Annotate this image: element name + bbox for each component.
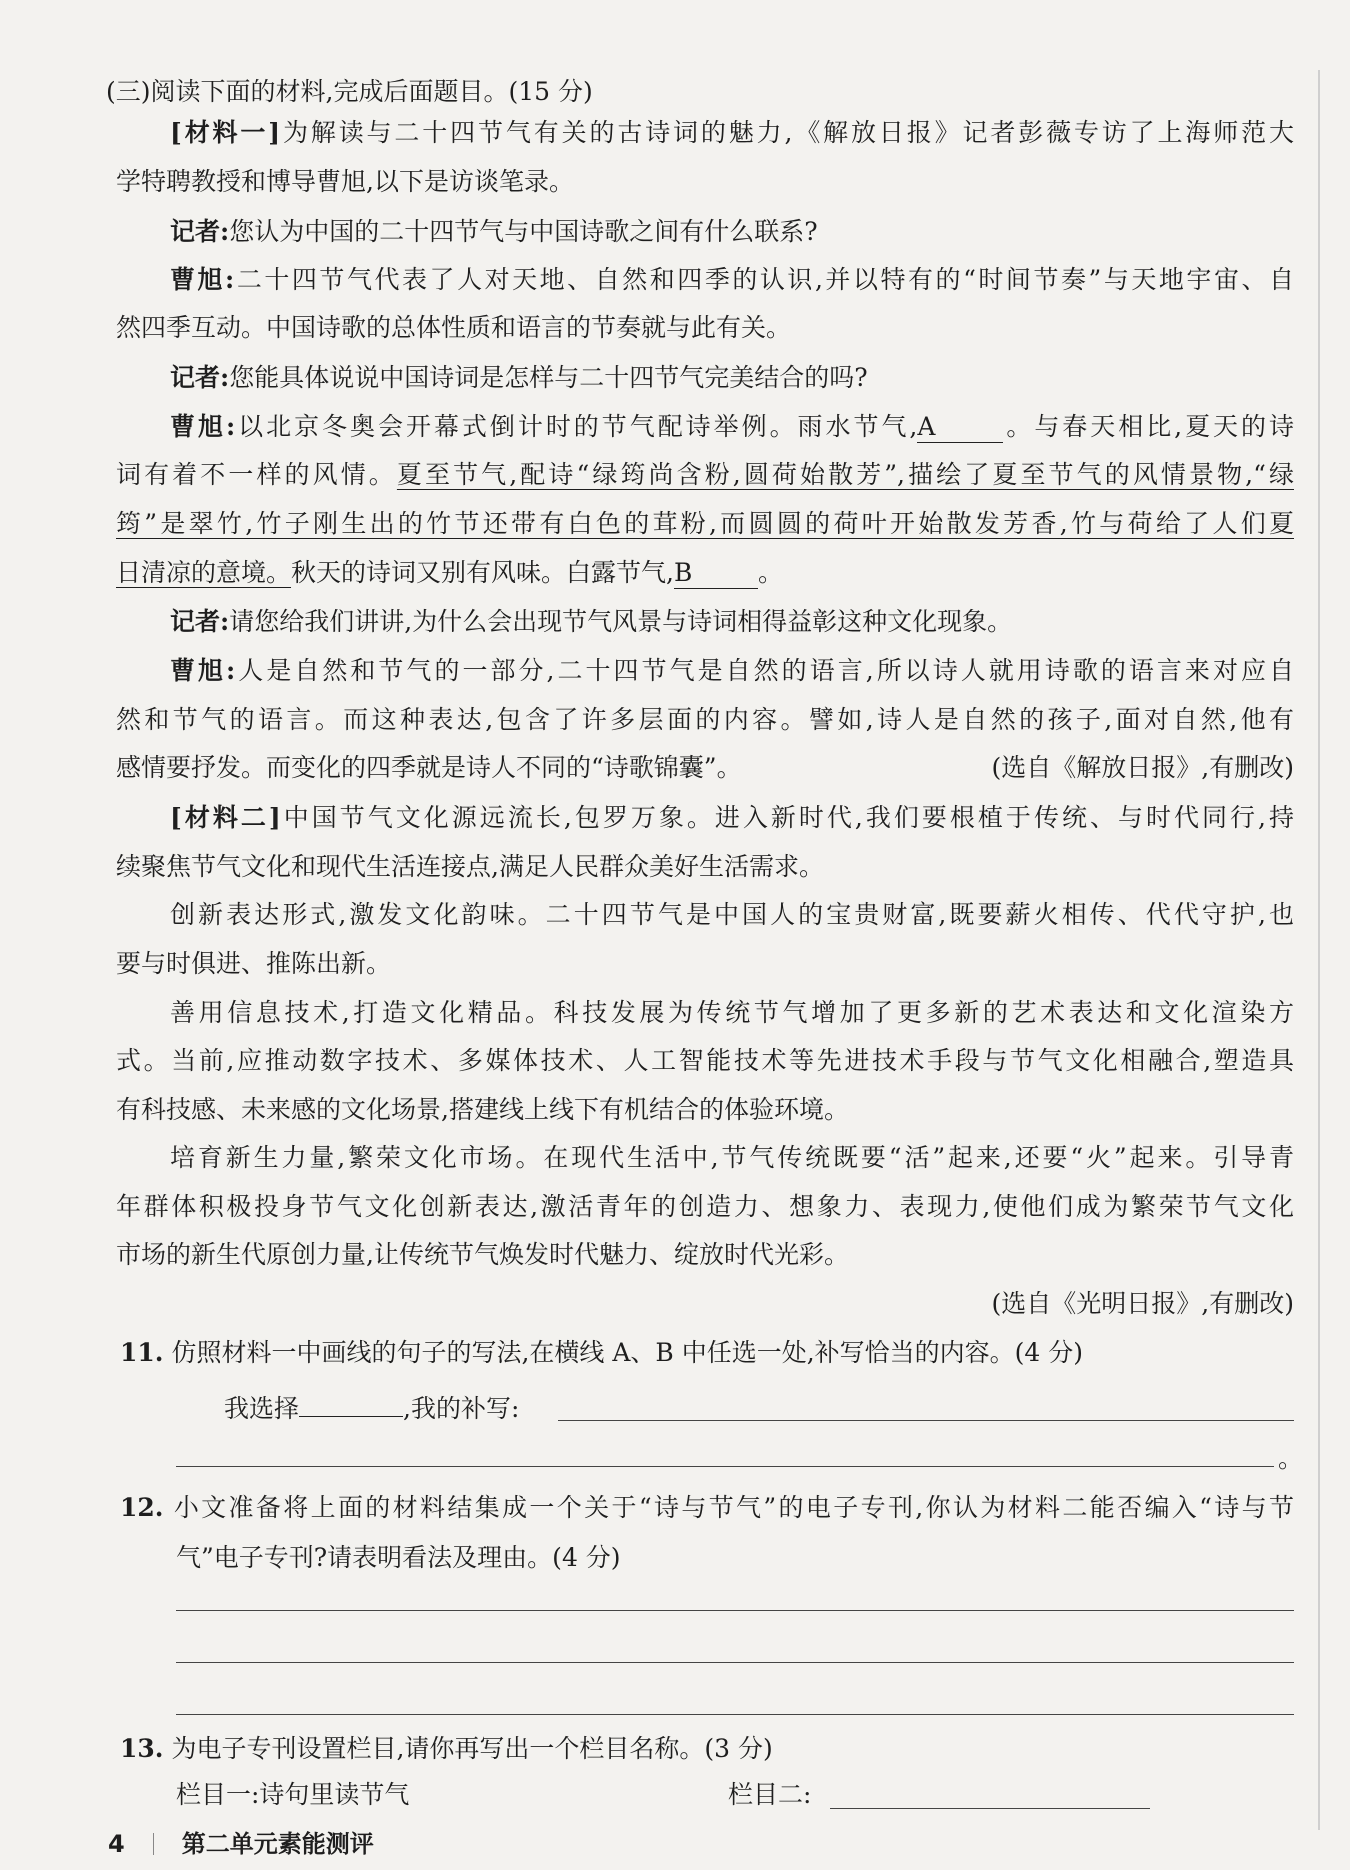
reporter-question-2: 记者:您能具体说说中国诗词是怎样与二十四节气完美结合的吗? bbox=[170, 363, 868, 392]
question-12-line: 气”电子专刊?请表明看法及理由。(4 分) bbox=[176, 1543, 621, 1572]
column-two-label: 栏目二: bbox=[728, 1780, 812, 1809]
answer-line[interactable] bbox=[176, 1466, 1274, 1467]
answer-1-line: 然四季互动。中国诗歌的总体性质和语言的节奏就与此有关。 bbox=[116, 313, 792, 342]
answer-2-line: 曹旭:以北京冬奥会开幕式倒计时的节气配诗举例。雨水节气,A 。与春天相比,夏天的诗 bbox=[170, 412, 1294, 441]
answer-line[interactable] bbox=[176, 1610, 1294, 1611]
section-title: (三)阅读下面的材料,完成后面题目。(15 分) bbox=[106, 77, 593, 106]
material-two-line: 有科技感、未来感的文化场景,搭建线上线下有机结合的体验环境。 bbox=[116, 1095, 849, 1124]
material-two-line: [材料二]中国节气文化源远流长,包罗万象。进入新时代,我们要根植于传统、与时代同行,持 bbox=[170, 803, 1295, 832]
answer-3-line: 感情要抒发。而变化的四季就是诗人不同的“诗歌锦囊”。 bbox=[116, 753, 742, 782]
answer-line[interactable] bbox=[558, 1420, 1294, 1421]
material-two-line: 年群体积极投身节气文化创新表达,激活青年的创造力、想象力、表现力,使他们成为繁荣节气文化 bbox=[116, 1192, 1294, 1221]
material-one-tag: [材料一] bbox=[170, 118, 281, 147]
choice-blank[interactable] bbox=[299, 1392, 403, 1417]
answer-2-line: 日清凉的意境。秋天的诗词又别有风味。白露节气,B 。 bbox=[116, 558, 783, 587]
question-12-line: 12. 小文准备将上面的材料结集成一个关于“诗与节气”的电子专刊,你认为材料二能否编入“诗与节 bbox=[120, 1493, 1295, 1522]
reporter-question-1: 记者:您认为中国的二十四节气与中国诗歌之间有什么联系? bbox=[170, 217, 818, 246]
answer-line[interactable] bbox=[176, 1714, 1294, 1715]
material-two-line: 培育新生力量,繁荣文化市场。在现代生活中,节气传统既要“活”起来,还要“火”起来。引导青 bbox=[170, 1143, 1294, 1172]
column-one: 栏目一:诗句里读节气 bbox=[176, 1780, 410, 1809]
end-mark: 。 bbox=[1278, 1444, 1304, 1473]
page-footer bbox=[108, 1824, 374, 1859]
blank-a[interactable]: A bbox=[917, 412, 1003, 443]
column-two-answer-line[interactable] bbox=[830, 1808, 1150, 1809]
material-two-line: 续聚焦节气文化和现代生活连接点,满足人民群众美好生活需求。 bbox=[116, 852, 824, 881]
reporter-question-3: 记者:请您给我们讲讲,为什么会出现节气风景与诗词相得益彰这种文化现象。 bbox=[170, 607, 1013, 636]
question-11: 11. 仿照材料一中画线的句子的写法,在横线 A、B 中任选一处,补写恰当的内容。(4 分) bbox=[120, 1338, 1084, 1367]
question-13: 13. 为电子专刊设置栏目,请你再写出一个栏目名称。(3 分) bbox=[120, 1734, 773, 1763]
answer-3-line: 然和节气的语言。而这种表达,包含了许多层面的内容。譬如,诗人是自然的孩子,面对自然,他有 bbox=[116, 705, 1294, 734]
source-citation: (选自《解放日报》,有删改) bbox=[991, 753, 1294, 782]
underlined-sentence: 筠”是翠竹,竹子刚生出的竹节还带有白色的茸粉,而圆圆的荷叶开始散发芳香,竹与荷给了人们夏 bbox=[116, 509, 1294, 538]
answer-2-line: 词有着不一样的风情。夏至节气,配诗“绿筠尚含粉,圆荷始散芳”,描绘了夏至节气的风情景物,“绿 bbox=[116, 460, 1294, 489]
material-two-line: 创新表达形式,激发文化韵味。二十四节气是中国人的宝贵财富,既要薪火相传、代代守护,也 bbox=[170, 900, 1294, 929]
underlined-sentence: 日清凉的意境。 bbox=[116, 558, 292, 587]
underlined-sentence: 夏至节气,配诗“绿筠尚含粉,圆荷始散芳”,描绘了夏至节气的风情景物,“绿 bbox=[396, 460, 1294, 489]
material-two-line: 要与时俱进、推陈出新。 bbox=[116, 949, 392, 978]
material-two-tag: [材料二] bbox=[170, 803, 281, 832]
source-citation: (选自《光明日报》,有删改) bbox=[991, 1289, 1294, 1318]
material-two-line: 市场的新生代原创力量,让传统节气焕发时代魅力、绽放时代光彩。 bbox=[116, 1240, 849, 1269]
material-two-line: 善用信息技术,打造文化精品。科技发展为传统节气增加了更多新的艺术表达和文化渲染方 bbox=[170, 998, 1294, 1027]
blank-b[interactable]: B bbox=[674, 558, 758, 589]
answer-2-line bbox=[116, 509, 1294, 539]
material-one-line: 学特聘教授和博导曹旭,以下是访谈笔录。 bbox=[116, 167, 574, 196]
footer-divider bbox=[153, 1833, 154, 1855]
page-number: 4 bbox=[108, 1830, 125, 1858]
answer-line[interactable] bbox=[176, 1662, 1294, 1663]
answer-1-line: 曹旭:二十四节气代表了人对天地、自然和四季的认识,并以特有的“时间节奏”与天地宇宙、自 bbox=[170, 265, 1294, 294]
question-11-answer-row: 我选择 ,我的补写: bbox=[224, 1394, 520, 1423]
answer-3-line: 曹旭:人是自然和节气的一部分,二十四节气是自然的语言,所以诗人就用诗歌的语言来对应自 bbox=[170, 656, 1294, 685]
material-two-line: 式。当前,应推动数字技术、多媒体技术、人工智能技术等先进技术手段与节气文化相融合,塑造具 bbox=[116, 1046, 1294, 1075]
material-one-line: [材料一]为解读与二十四节气有关的古诗词的魅力,《解放日报》记者彭薇专访了上海师范大 bbox=[170, 118, 1294, 147]
unit-title: 第二单元素能测评 bbox=[181, 1830, 374, 1858]
